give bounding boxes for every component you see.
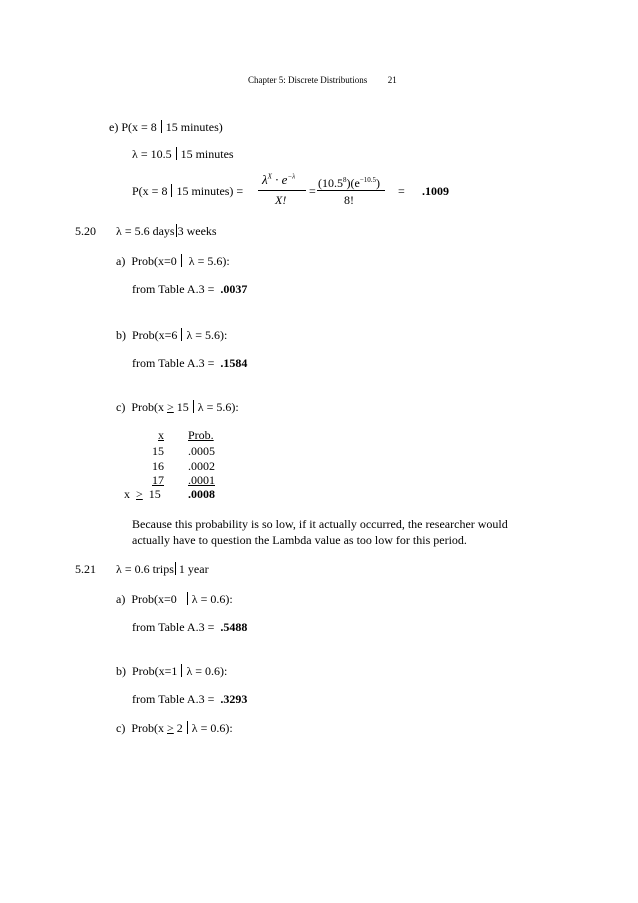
- p520-b: b) Prob(x=6 λ = 5.6):: [116, 328, 228, 342]
- p521-a: a) Prob(x=0 λ = 0.6):: [116, 592, 233, 606]
- p520-a-result: .0037: [220, 282, 248, 296]
- given-bar: [161, 120, 162, 133]
- p520-c: c) Prob(x > 15 λ = 5.6):: [116, 400, 239, 414]
- e-lambda: λ = 10.5 15 minutes: [132, 147, 234, 161]
- table-row-x: 15: [152, 444, 164, 458]
- formula-numerator-symbolic: $\lambda^X \cdot e^{-\lambda}$: [262, 172, 296, 187]
- p521-b-result: .3293: [220, 692, 248, 706]
- table-header-x: x: [158, 428, 164, 442]
- e-result: .1009: [422, 184, 449, 198]
- p521-a-table: from Table A.3 = .5488: [132, 620, 248, 634]
- p520-a-table: from Table A.3 = .0037: [132, 282, 248, 296]
- table-row-p: .0001: [188, 473, 215, 487]
- table-row-p: .0002: [188, 459, 215, 473]
- p520-b-table: from Table A.3 = .1584: [132, 356, 248, 370]
- table-row-x: 17: [152, 473, 164, 487]
- page-number: 21: [387, 75, 397, 85]
- p521-b-table: from Table A.3 = .3293: [132, 692, 248, 706]
- table-row-p: .0005: [188, 444, 215, 458]
- e-formula-lhs: P(x = 8 15 minutes) =: [132, 184, 244, 198]
- page-header: [248, 73, 397, 87]
- formula-equals: =: [309, 184, 316, 198]
- result-equals: =: [398, 184, 405, 198]
- note-line-2: actually have to question the Lambda value as too low for this period.: [132, 533, 467, 547]
- p520-b-result: .1584: [220, 356, 248, 370]
- table-row-x: 16: [152, 459, 164, 473]
- p521-b: b) Prob(x=1 λ = 0.6):: [116, 664, 228, 678]
- table-total-x: x > 15: [124, 487, 161, 501]
- p520-a: a) Prob(x=0 λ = 5.6):: [116, 254, 230, 268]
- fraction-bar-numeric: [317, 190, 385, 191]
- formula-numerator-numeric: $(10.5^8)(e^{-10.5})$: [318, 176, 381, 190]
- p521-lambda: λ = 0.6 trips 1 year: [116, 562, 209, 576]
- e-line1: e) P(x = 8 15 minutes): [109, 120, 223, 134]
- note-line-1: Because this probability is so low, if it actually occurred, the researcher would: [132, 517, 508, 531]
- formula-denominator-numeric: 8!: [344, 193, 354, 207]
- formula-denominator-symbolic: X!: [275, 193, 287, 207]
- p521-a-result: .5488: [220, 620, 248, 634]
- problem-number-5-20: 5.20: [75, 224, 96, 238]
- p521-c: c) Prob(x > 2 λ = 0.6):: [116, 721, 233, 735]
- fraction-bar-symbolic: [258, 190, 306, 191]
- problem-number-5-21: 5.21: [75, 562, 96, 576]
- table-total-p: .0008: [188, 487, 215, 501]
- p520-lambda: λ = 5.6 days 3 weeks: [116, 224, 217, 238]
- table-header-prob: Prob.: [188, 428, 214, 442]
- e-label: e): [109, 120, 119, 134]
- chapter-title: Chapter 5: Discrete Distributions: [248, 75, 368, 85]
